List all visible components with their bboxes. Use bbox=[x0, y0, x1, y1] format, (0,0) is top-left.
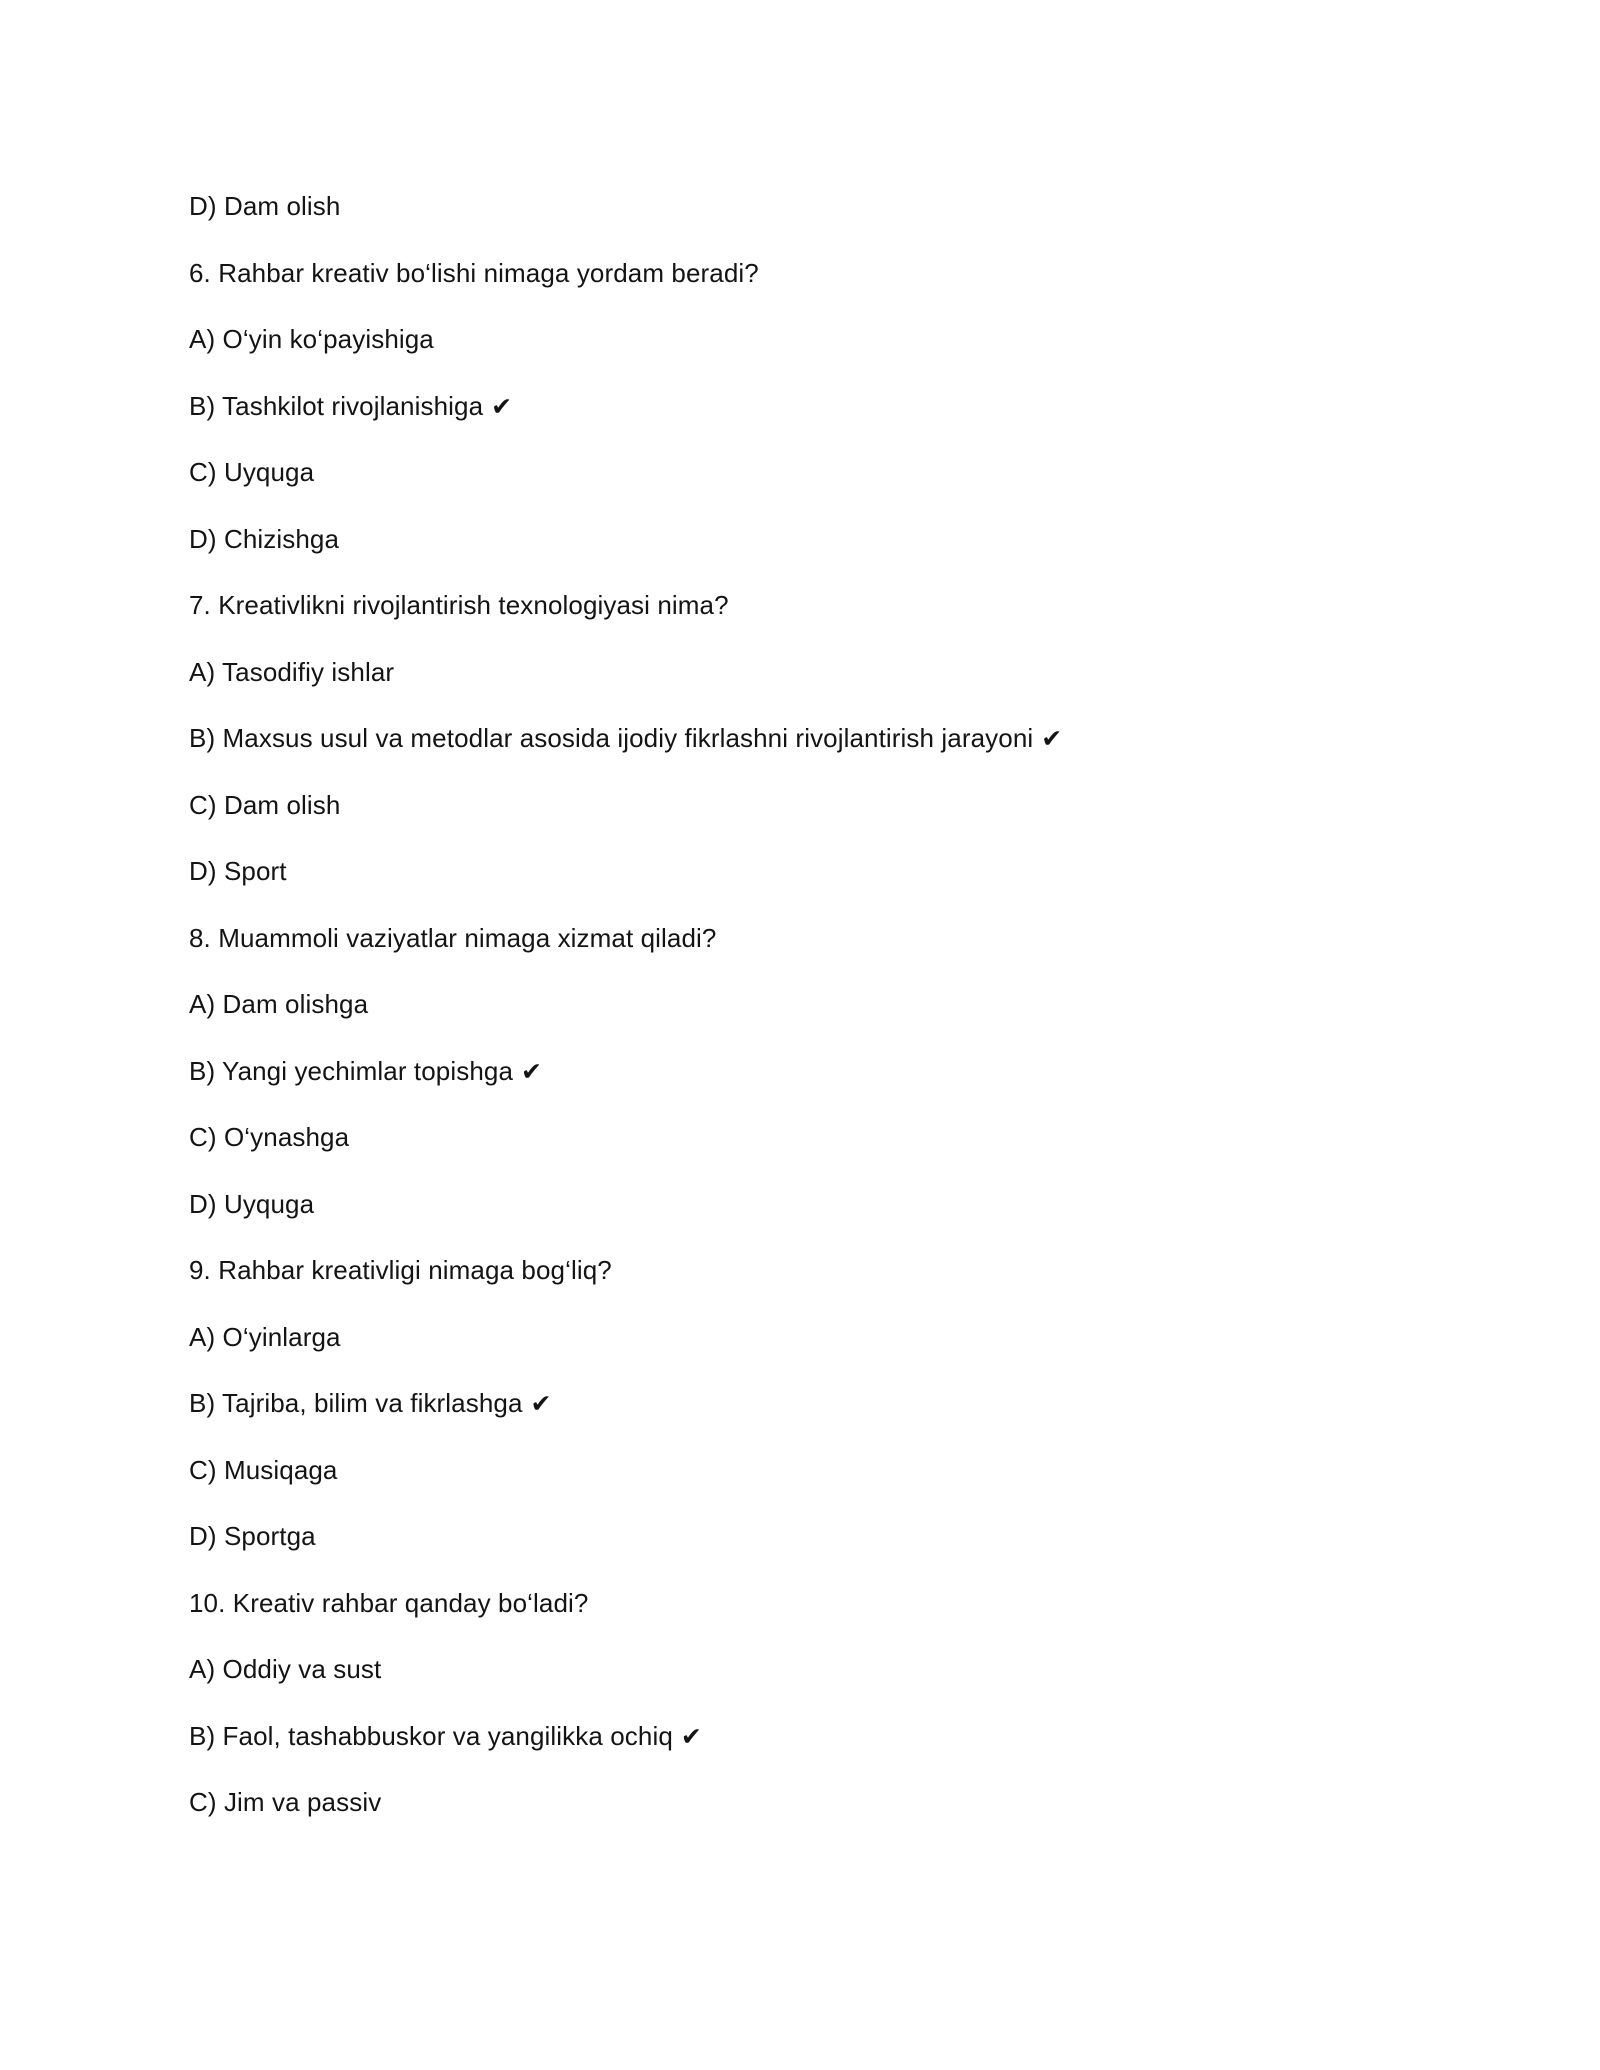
answer-option-correct bbox=[189, 718, 1439, 785]
checkmark-icon: ✔ bbox=[530, 1389, 552, 1418]
line-text: C) Musiqaga bbox=[189, 1454, 338, 1485]
checkmark-icon: ✔ bbox=[521, 1056, 543, 1086]
document-content bbox=[189, 186, 1439, 1849]
question-title bbox=[189, 1583, 1439, 1650]
line-text: B) Faol, tashabbuskor va yangilikka ochiq bbox=[189, 1720, 673, 1751]
answer-option bbox=[189, 984, 1439, 1051]
line-text: 6. Rahbar kreativ bo‘lishi nimaga yordam beradi? bbox=[189, 257, 759, 288]
checkmark-icon: ✔ bbox=[1041, 724, 1063, 753]
answer-option bbox=[189, 452, 1439, 519]
question-title bbox=[189, 585, 1439, 652]
line-text: A) O‘yin ko‘payishiga bbox=[189, 324, 434, 354]
line-text: D) Sport bbox=[189, 856, 287, 886]
line-text: C) O‘ynashga bbox=[189, 1122, 350, 1152]
line-text: C) Jim va passiv bbox=[189, 1787, 382, 1817]
answer-option bbox=[189, 851, 1439, 918]
question-title bbox=[189, 1250, 1439, 1317]
answer-option bbox=[189, 1649, 1439, 1716]
line-text: D) Chizishga bbox=[189, 523, 340, 554]
line-text: D) Uyquga bbox=[189, 1188, 315, 1219]
line-text: B) Tajriba, bilim va fikrlashga bbox=[189, 1388, 523, 1418]
line-text: C) Uyquga bbox=[189, 457, 315, 487]
line-text: D) Dam olish bbox=[189, 191, 341, 221]
line-text: B) Tashkilot rivojlanishiga bbox=[189, 390, 484, 421]
line-text: 7. Kreativlikni rivojlantirish texnologiyasi nima? bbox=[189, 590, 729, 620]
line-text: B) Yangi yechimlar topishga bbox=[189, 1055, 514, 1086]
answer-option bbox=[189, 1184, 1439, 1251]
question-title bbox=[189, 918, 1439, 985]
line-text: A) Dam olishga bbox=[189, 989, 369, 1019]
line-text: 10. Kreativ rahbar qanday bo‘ladi? bbox=[189, 1587, 589, 1618]
line-text: A) O‘yinlarga bbox=[189, 1321, 341, 1352]
checkmark-icon: ✔ bbox=[680, 1721, 702, 1751]
answer-option bbox=[189, 652, 1439, 719]
answer-option bbox=[189, 1317, 1439, 1384]
line-text: A) Tasodifiy ishlar bbox=[189, 656, 395, 687]
line-text: 8. Muammoli vaziyatlar nimaga xizmat qiladi? bbox=[189, 922, 717, 953]
answer-option bbox=[189, 519, 1439, 586]
line-text: D) Sportga bbox=[189, 1521, 316, 1551]
answer-option bbox=[189, 1117, 1439, 1184]
answer-option-correct bbox=[189, 1383, 1439, 1450]
answer-option bbox=[189, 319, 1439, 386]
answer-option bbox=[189, 186, 1439, 253]
line-text: B) Maxsus usul va metodlar asosida ijodiy fikrlashni rivojlantirish jarayoni bbox=[189, 723, 1034, 753]
checkmark-icon: ✔ bbox=[491, 391, 513, 421]
answer-option bbox=[189, 785, 1439, 852]
answer-option bbox=[189, 1782, 1439, 1849]
line-text: C) Dam olish bbox=[189, 789, 341, 820]
line-text: A) Oddiy va sust bbox=[189, 1654, 382, 1684]
answer-option-correct bbox=[189, 1051, 1439, 1118]
question-title bbox=[189, 253, 1439, 320]
answer-option bbox=[189, 1516, 1439, 1583]
answer-option-correct bbox=[189, 386, 1439, 453]
answer-option-correct bbox=[189, 1716, 1439, 1783]
line-text: 9. Rahbar kreativligi nimaga bog‘liq? bbox=[189, 1255, 612, 1285]
answer-option bbox=[189, 1450, 1439, 1517]
